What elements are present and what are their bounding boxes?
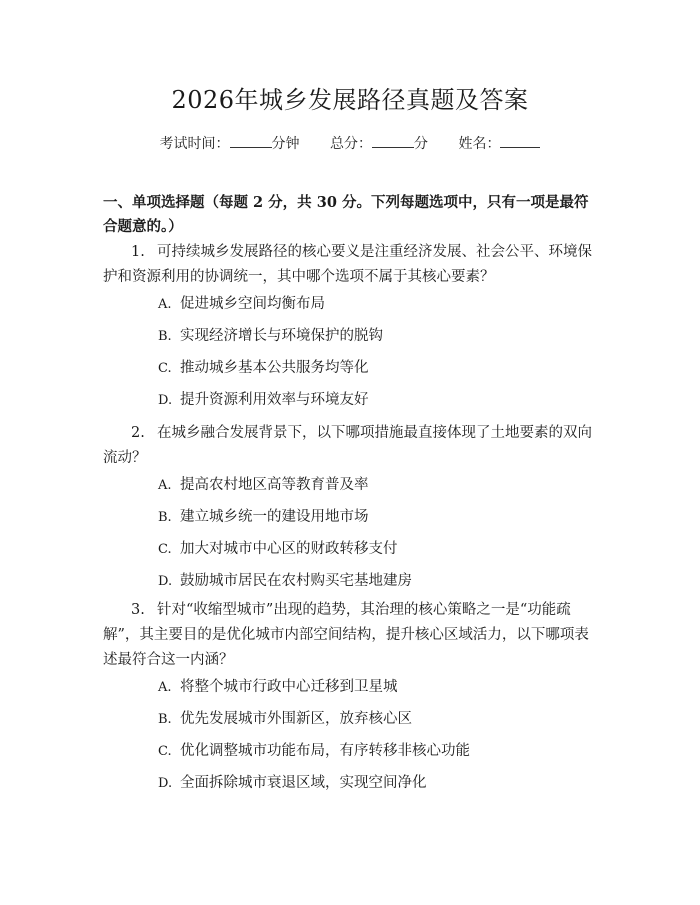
- total-score-label: 总分：: [330, 136, 372, 152]
- option-text: 优先发展城市外围新区，放弃核心区: [180, 711, 412, 727]
- question-2: [103, 421, 598, 471]
- option-text: 推动城乡基本公共服务均等化: [180, 360, 369, 376]
- option-letter: B.: [158, 510, 172, 525]
- question-1: [103, 240, 598, 290]
- question-3-option-a: [158, 677, 398, 698]
- option-text: 鼓励城市居民在农村购买宅基地建房: [180, 573, 412, 589]
- option-text: 全面拆除城市衰退区域，实现空间净化: [180, 775, 427, 791]
- exam-time-blank: [230, 134, 272, 148]
- total-score-blank: [372, 134, 414, 148]
- option-letter: C.: [158, 542, 172, 557]
- question-text: 可持续城乡发展路径的核心要义是注重经济发展、社会公平、环境保护和资源利用的协调统一，其中哪个选项不属于其核心要素？: [103, 244, 592, 285]
- option-text: 促进城乡空间均衡布局: [180, 296, 325, 312]
- question-1-option-c: [158, 358, 369, 379]
- question-1-option-a: [158, 294, 325, 315]
- question-number: 2.: [131, 425, 145, 441]
- option-letter: B.: [158, 712, 172, 727]
- question-3-option-d: [158, 773, 427, 794]
- exam-time: [160, 136, 304, 152]
- total-score-unit: 分: [414, 136, 428, 152]
- option-letter: C.: [158, 744, 172, 759]
- question-2-option-d: [158, 571, 412, 592]
- page-title: 2026年城乡发展路径真题及答案: [171, 86, 529, 114]
- student-name-label: 姓名：: [458, 136, 501, 152]
- option-text: 提升资源利用效率与环境友好: [180, 392, 369, 408]
- question-number: 3.: [131, 602, 145, 618]
- student-name-blank: [500, 134, 540, 148]
- question-2-option-c: [158, 539, 398, 560]
- question-number: 1.: [131, 244, 145, 260]
- option-text: 提高农村地区高等教育普及率: [180, 477, 369, 493]
- exam-meta: [0, 133, 700, 153]
- option-letter: A.: [158, 680, 172, 695]
- option-text: 实现经济增长与环境保护的脱钩: [180, 328, 383, 344]
- question-2-option-a: [158, 475, 369, 496]
- option-letter: D.: [158, 776, 173, 791]
- option-text: 将整个城市行政中心迁移到卫星城: [180, 679, 398, 695]
- option-letter: B.: [158, 329, 172, 344]
- option-text: 建立城乡统一的建设用地市场: [180, 509, 369, 525]
- question-text: 在城乡融合发展背景下，以下哪项措施最直接体现了土地要素的双向流动？: [103, 425, 592, 466]
- option-letter: A.: [158, 478, 172, 493]
- option-letter: D.: [158, 574, 173, 589]
- exam-time-unit: 分钟: [271, 136, 300, 152]
- option-letter: C.: [158, 361, 172, 376]
- question-text: 针对“收缩型城市”出现的趋势，其治理的核心策略之一是“功能疏解”，其主要目的是优化城市内部空间结构，提升核心区域活力，以下哪项表述最符合这一内涵？: [103, 602, 589, 668]
- question-2-option-b: [158, 507, 369, 528]
- question-3-option-b: [158, 709, 412, 730]
- option-text: 加大对城市中心区的财政转移支付: [180, 541, 398, 557]
- total-score: [330, 136, 432, 152]
- question-3: [103, 598, 598, 673]
- question-1-option-d: [158, 390, 369, 411]
- option-letter: D.: [158, 393, 173, 408]
- question-1-option-b: [158, 326, 383, 347]
- option-text: 优化调整城市功能布局，有序转移非核心功能: [180, 743, 470, 759]
- question-3-option-c: [158, 741, 470, 762]
- section-heading: 一、单项选择题（每题 2 分，共 30 分。下列每题选项中，只有一项是最符合题意的。）: [103, 194, 589, 235]
- exam-time-label: 考试时间：: [159, 136, 230, 152]
- option-letter: A.: [158, 297, 172, 312]
- student-name: [458, 136, 540, 152]
